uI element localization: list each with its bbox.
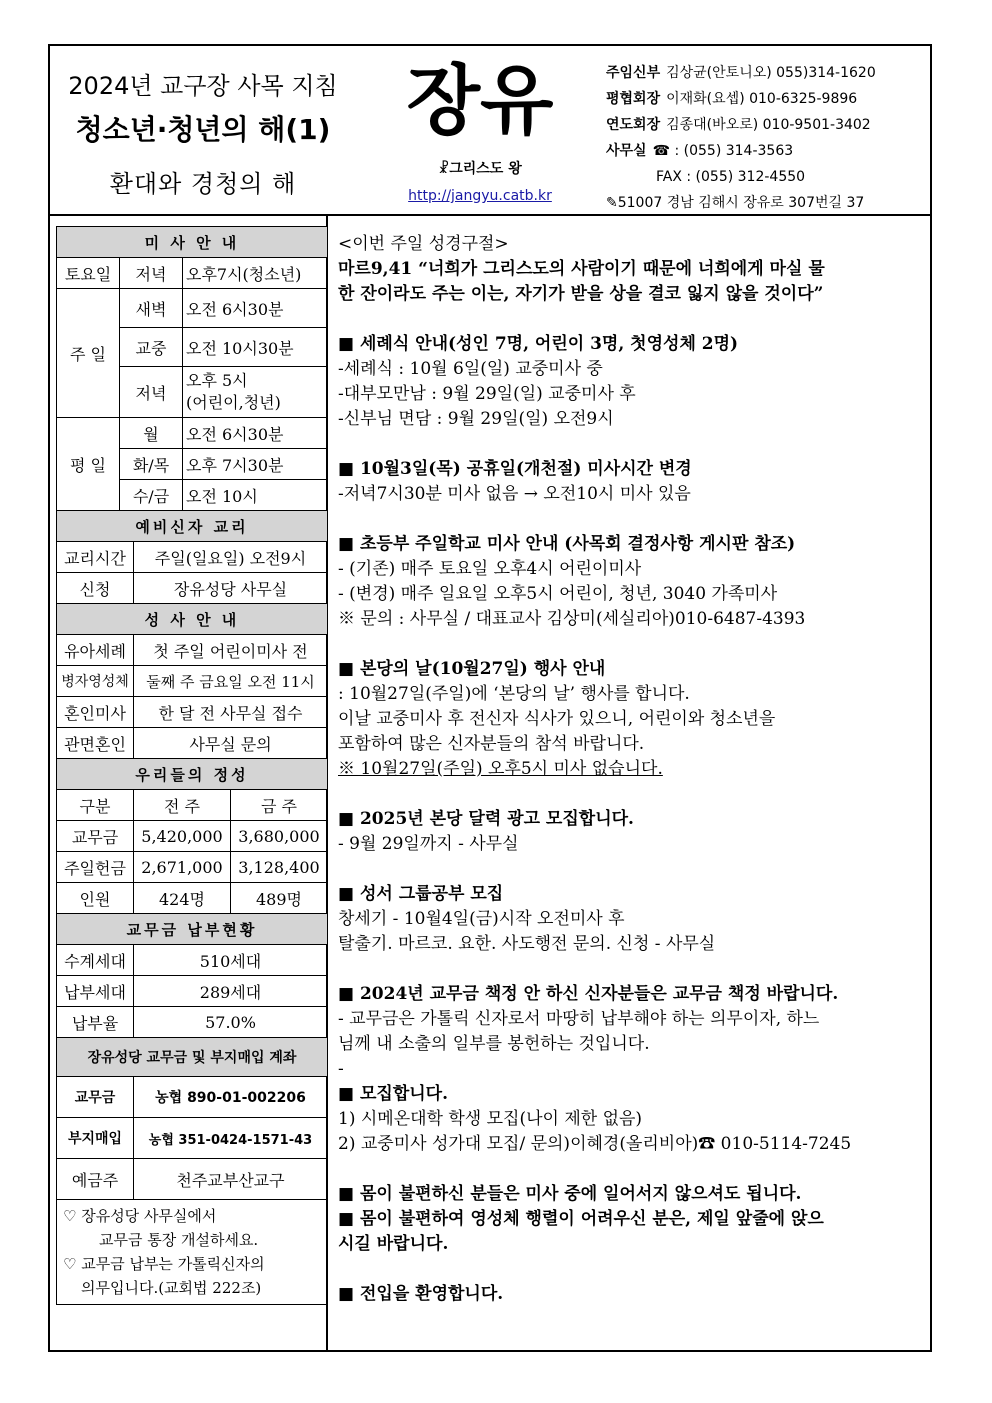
sat-slot: 저녁 — [120, 258, 183, 289]
notice-heading: 마르9,41 “너희가 그리스도의 사람이기 때문에 너희에게 마실 물 — [338, 259, 825, 279]
notice-heading: 한 잔이라도 주는 이는, 자기가 받을 상을 결코 잃지 않을 것이다” — [338, 284, 824, 304]
week-time: 오후 7시30분 — [183, 449, 328, 480]
contact-row — [606, 60, 926, 86]
contact-row — [606, 86, 926, 112]
offering-table — [56, 758, 328, 914]
year-motto: 환대와 경청의 해 — [109, 170, 297, 198]
dues-key: 납부율 — [57, 1007, 134, 1038]
contact-value: ☎ : (055) 314-3563 — [652, 143, 794, 159]
offering-title: 우리들의 정성 — [57, 759, 328, 790]
notice-line: 1) 시메온대학 학생 모집(나이 제한 없음) — [338, 1109, 643, 1129]
contact-row — [606, 190, 926, 216]
notice-heading: ■ 전입을 환영합니다. — [338, 1284, 504, 1304]
notice-heading: ■ 초등부 주일학교 미사 안내 (사목회 결정사항 게시판 참조) — [338, 534, 796, 554]
offering-cell: 5,420,000 — [134, 821, 231, 852]
note-line: ♡ 교무금 납부는 가톨릭신자의 — [63, 1255, 265, 1273]
spacer — [338, 307, 926, 332]
sacrament-key: 혼인미사 — [57, 697, 134, 728]
notice-line: : 10월27일(주일)에 ‘본당의 날’ 행사를 합니다. — [338, 684, 690, 704]
notice-heading: ■ 2025년 본당 달력 광고 모집합니다. — [338, 809, 634, 829]
notice-heading: 시길 바랍니다. — [338, 1234, 449, 1254]
parish-subtitle: ☧그리스도 왕 — [438, 161, 522, 177]
sun-time: 오후 5시 (어린이,청년) — [183, 367, 328, 418]
notice-line: -저녁7시30분 미사 없음 → 오전10시 미사 있음 — [338, 484, 691, 504]
contact-row — [606, 138, 926, 164]
offering-header: 금 주 — [231, 790, 328, 821]
sacrament-key: 관면혼인 — [57, 728, 134, 759]
spacer — [338, 1157, 926, 1182]
notice-line: - 9월 29일까지 - 사무실 — [338, 834, 519, 854]
notice-heading: ■ 2024년 교무금 책정 안 하신 신자분들은 교무금 책정 바랍니다. — [338, 984, 839, 1004]
week-time: 오전 6시30분 — [183, 418, 328, 449]
notice-heading: ■ 몸이 불편하신 분들은 미사 중에 일어서지 않으셔도 됩니다. — [338, 1184, 802, 1204]
dues-value: 57.0% — [134, 1007, 328, 1038]
sun-slot: 저녁 — [120, 367, 183, 418]
contact-value: ✎51007 경남 김해시 장유로 307번길 37 — [606, 195, 865, 211]
week-slot: 수/금 — [120, 480, 183, 511]
catechism-value: 장유성당 사무실 — [134, 573, 328, 604]
dues-table — [56, 913, 328, 1038]
sacrament-value: 둘째 주 금요일 오전 11시 — [134, 666, 328, 697]
offering-header: 전 주 — [134, 790, 231, 821]
sun-time: 오전 10시30분 — [183, 328, 328, 367]
sun-slot: 새벽 — [120, 289, 183, 328]
spacer — [338, 782, 926, 807]
sacrament-table — [56, 603, 328, 759]
sacrament-value: 첫 주일 어린이미사 전 — [134, 635, 328, 666]
notice-heading: ■ 본당의 날(10월27일) 행사 안내 — [338, 659, 606, 679]
notice-line: 2) 교중미사 성가대 모집/ 문의)이혜경(올리비아)☎ 010-5114-7245 — [338, 1134, 852, 1154]
sacrament-value: 한 달 전 사무실 접수 — [134, 697, 328, 728]
offering-cell: 주일헌금 — [57, 852, 134, 883]
dues-value: 510세대 — [134, 945, 328, 976]
dues-title: 교무금 납부현황 — [57, 914, 328, 945]
contact-row — [606, 112, 926, 138]
website-link[interactable]: http://jangyu.catb.kr — [408, 188, 552, 204]
notice-line: - (변경) 매주 일요일 오후5시 어린이, 청년, 3040 가족미사 — [338, 584, 778, 604]
page-title: 장유 — [406, 56, 554, 145]
notice-line: - (기존) 매주 토요일 오후4시 어린이미사 — [338, 559, 642, 579]
sun-time: 오전 6시30분 — [183, 289, 328, 328]
offering-cell: 교무금 — [57, 821, 134, 852]
mass-title: 미 사 안 내 — [57, 227, 328, 258]
week-slot: 화/목 — [120, 449, 183, 480]
dues-key: 수계세대 — [57, 945, 134, 976]
offering-cell: 인원 — [57, 883, 134, 914]
contact-value: 이재화(요셉) 010-6325-9896 — [666, 91, 858, 107]
catechism-title: 예비신자 교리 — [57, 511, 328, 542]
header-center — [370, 46, 590, 214]
sacrament-title: 성 사 안 내 — [57, 604, 328, 635]
spacer — [338, 632, 926, 657]
account-key: 예금주 — [57, 1159, 134, 1200]
left-sidebar — [56, 226, 328, 1305]
bulletin-frame — [48, 44, 932, 1352]
contact-value: FAX : (055) 312-4550 — [656, 169, 806, 185]
notice-line: 탈출기. 마르코. 요한. 사도행전 문의. 신청 - 사무실 — [338, 934, 716, 954]
account-title: 장유성당 교무금 및 부지매입 계좌 — [57, 1038, 328, 1077]
notice-line: <이번 주일 성경구절> — [338, 234, 509, 254]
offering-cell: 489명 — [231, 883, 328, 914]
spacer — [338, 432, 926, 457]
notice-line: -대부모만남 : 9월 29일(일) 교중미사 후 — [338, 384, 636, 404]
notice-heading: ■ 모집합니다. — [338, 1084, 449, 1104]
account-key: 부지매입 — [57, 1118, 134, 1159]
notice-heading: ■ 10월3일(목) 공휴일(개천절) 미사시간 변경 — [338, 459, 692, 479]
sacrament-key: 유아세례 — [57, 635, 134, 666]
offering-cell: 3,128,400 — [231, 852, 328, 883]
note-line: 의무입니다.(교회법 222조) — [81, 1279, 262, 1297]
notice-line: 창세기 - 10월4일(금)시작 오전미사 후 — [338, 909, 625, 929]
account-value: 농협 890-01-002206 — [134, 1077, 328, 1118]
notice-line: ※ 문의 : 사무실 / 대표교사 김상미(세실리아)010-6487-4393 — [338, 609, 806, 629]
year-theme: 청소년·청년의 해(1) — [75, 113, 331, 146]
dues-key: 납부세대 — [57, 976, 134, 1007]
contact-role: 연도회장 — [606, 117, 661, 133]
notice-line: -세례식 : 10월 6일(일) 교중미사 중 — [338, 359, 603, 379]
spacer — [338, 857, 926, 882]
catechism-key: 신청 — [57, 573, 134, 604]
notice-line: - — [338, 1059, 344, 1079]
notice-line: 님께 내 소출의 일부를 봉헌하는 것입니다. — [338, 1034, 650, 1054]
offering-cell: 2,671,000 — [134, 852, 231, 883]
week-slot: 월 — [120, 418, 183, 449]
note-line: 교무금 통장 개설하세요. — [99, 1231, 259, 1249]
account-value: 농협 351-0424-1571-43 — [134, 1118, 328, 1159]
contact-role: 사무실 — [606, 143, 647, 159]
account-table — [56, 1037, 328, 1200]
contact-value: 김종대(바오로) 010-9501-3402 — [666, 117, 871, 133]
sacrament-key: 병자영성체 — [57, 666, 134, 697]
mass-table — [56, 226, 328, 511]
header — [50, 46, 930, 216]
notice-column — [338, 232, 926, 1307]
notice-heading: ■ 성서 그룹공부 모집 — [338, 884, 504, 904]
notice-line: - 교무금은 가톨릭 신자로서 마땅히 납부해야 하는 의무이자, 하느 — [338, 1009, 820, 1029]
header-left — [50, 46, 350, 214]
sat-label: 토요일 — [57, 258, 120, 289]
catechism-key: 교리시간 — [57, 542, 134, 573]
contact-value: 김상균(안토니오) 055)314-1620 — [666, 65, 876, 81]
spacer — [338, 1257, 926, 1282]
spacer — [338, 507, 926, 532]
sun-label: 주 일 — [57, 289, 120, 418]
offering-cell: 424명 — [134, 883, 231, 914]
notice-line: -신부님 면담 : 9월 29일(일) 오전9시 — [338, 409, 614, 429]
sun-slot: 교중 — [120, 328, 183, 367]
account-notes — [56, 1200, 328, 1305]
week-label: 평 일 — [57, 418, 120, 511]
account-value: 천주교부산교구 — [134, 1159, 328, 1200]
contact-list — [606, 60, 926, 210]
offering-cell: 3,680,000 — [231, 821, 328, 852]
pastoral-guideline: 2024년 교구장 사목 지침 — [68, 72, 338, 100]
contact-role: 주임신부 — [606, 65, 661, 81]
notice-heading: ■ 세례식 안내(성인 7명, 어린이 3명, 첫영성체 2명) — [338, 334, 739, 354]
catechism-value: 주일(일요일) 오전9시 — [134, 542, 328, 573]
contact-role: 평협회장 — [606, 91, 661, 107]
catechism-table — [56, 510, 328, 604]
offering-header: 구분 — [57, 790, 134, 821]
spacer — [338, 957, 926, 982]
sat-time: 오후7시(청소년) — [183, 258, 328, 289]
week-time: 오전 10시 — [183, 480, 328, 511]
contact-row — [606, 164, 926, 190]
notice-line: 이날 교중미사 후 전신자 식사가 있으니, 어린이와 청소년을 — [338, 709, 776, 729]
note-line: ♡ 장유성당 사무실에서 — [63, 1207, 217, 1225]
sacrament-value: 사무실 문의 — [134, 728, 328, 759]
dues-value: 289세대 — [134, 976, 328, 1007]
notice-line: 포함하여 많은 신자분들의 참석 바랍니다. — [338, 734, 645, 754]
account-key: 교무금 — [57, 1077, 134, 1118]
notice-line: ※ 10월27일(주일) 오후5시 미사 없습니다. — [338, 759, 663, 779]
notice-heading: ■ 몸이 불편하여 영성체 행렬이 어려우신 분은, 제일 앞줄에 앉으 — [338, 1209, 824, 1229]
